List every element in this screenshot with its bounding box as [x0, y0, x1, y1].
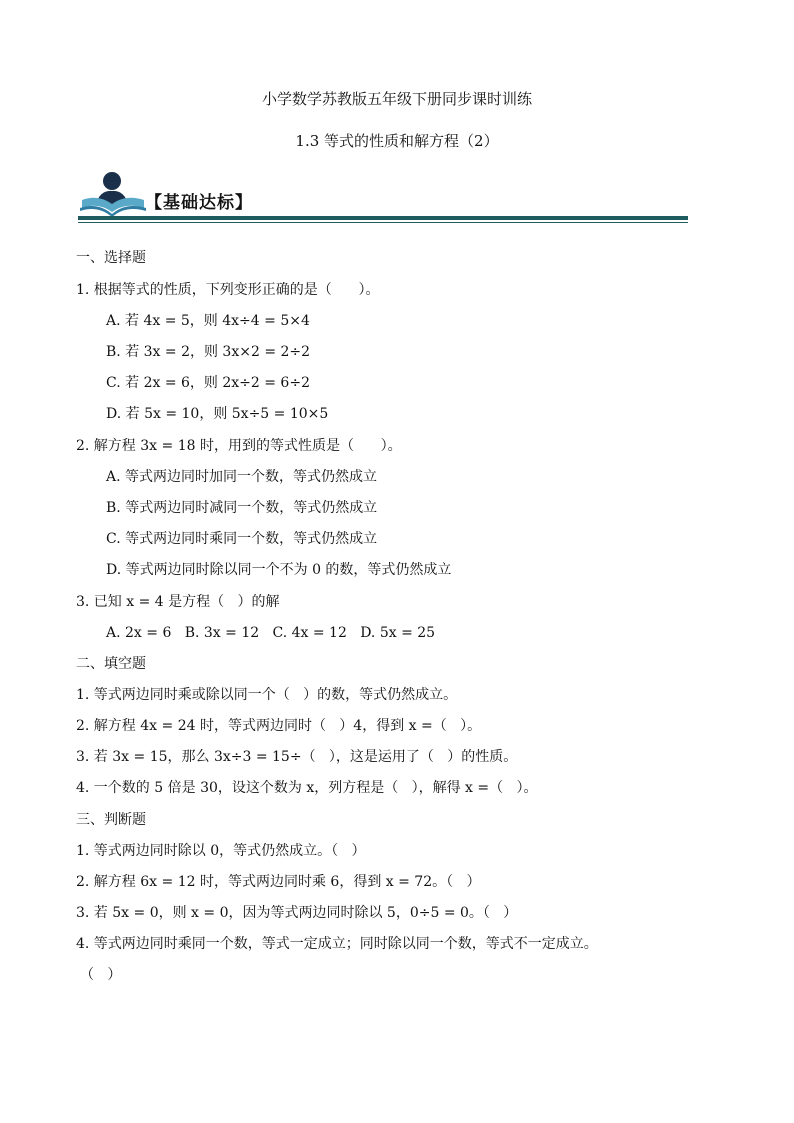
page-subtitle: 1.3 等式的性质和解方程（2） [295, 132, 499, 150]
fill-in-item: 2. 解方程 4x = 24 时，等式两边同时（ ）4，得到 x =（ ）。 [76, 718, 482, 734]
answer-blank: （ ） [80, 967, 122, 983]
answer-option: B. 等式两边同时减同一个数，等式仍然成立 [106, 500, 378, 516]
answer-option: C. 若 2x = 6，则 2x÷2 = 6÷2 [106, 375, 310, 391]
divider [78, 216, 688, 220]
true-false-item: 2. 解方程 6x = 12 时，等式两边同时乘 6，得到 x = 72。（ ） [76, 874, 481, 890]
question-stem: 1. 根据等式的性质，下列变形正确的是（ ）。 [76, 282, 380, 298]
section-heading: 二、填空题 [76, 656, 146, 672]
answer-options: A. 2x = 6 B. 3x = 12 C. 4x = 12 D. 5x = 25 [106, 625, 436, 641]
section-heading: 三、判断题 [76, 812, 146, 828]
question-stem: 2. 解方程 3x = 18 时，用到的等式性质是（ ）。 [76, 438, 402, 454]
answer-option: D. 若 5x = 10，则 5x÷5 = 10×5 [106, 406, 329, 422]
question-stem: 3. 已知 x = 4 是方程（ ）的解 [76, 594, 280, 610]
answer-option: A. 若 4x = 5，则 4x÷4 = 5×4 [106, 313, 310, 329]
answer-option: A. 等式两边同时加同一个数，等式仍然成立 [106, 469, 378, 485]
section-banner [78, 170, 688, 228]
banner-label: 【基础达标】 [145, 193, 253, 213]
true-false-item: 3. 若 5x = 0，则 x = 0，因为等式两边同时除以 5，0÷5 = 0。（ ） [76, 905, 518, 921]
true-false-item: 1. 等式两边同时除以 0，等式仍然成立。（ ） [76, 843, 366, 859]
divider [78, 222, 688, 223]
fill-in-item: 1. 等式两边同时乘或除以同一个（ ）的数，等式仍然成立。 [76, 687, 458, 703]
fill-in-item: 3. 若 3x = 15，那么 3x÷3 = 15÷（ ），这是运用了（ ）的性质。 [76, 749, 518, 765]
answer-option: C. 等式两边同时乘同一个数，等式仍然成立 [106, 531, 378, 547]
true-false-item: 4. 等式两边同时乘同一个数，等式一定成立；同时除以同一个数，等式不一定成立。 [76, 936, 598, 952]
answer-option: B. 若 3x = 2，则 3x×2 = 2÷2 [106, 344, 311, 360]
reader-with-book-icon [78, 170, 148, 218]
answer-option: D. 等式两边同时除以同一个不为 0 的数，等式仍然成立 [106, 562, 452, 578]
fill-in-item: 4. 一个数的 5 倍是 30，设这个数为 x，列方程是（ ），解得 x =（ ）。 [76, 780, 538, 796]
section-heading: 一、选择题 [76, 250, 146, 266]
page-title: 小学数学苏教版五年级下册同步课时训练 [261, 90, 532, 108]
